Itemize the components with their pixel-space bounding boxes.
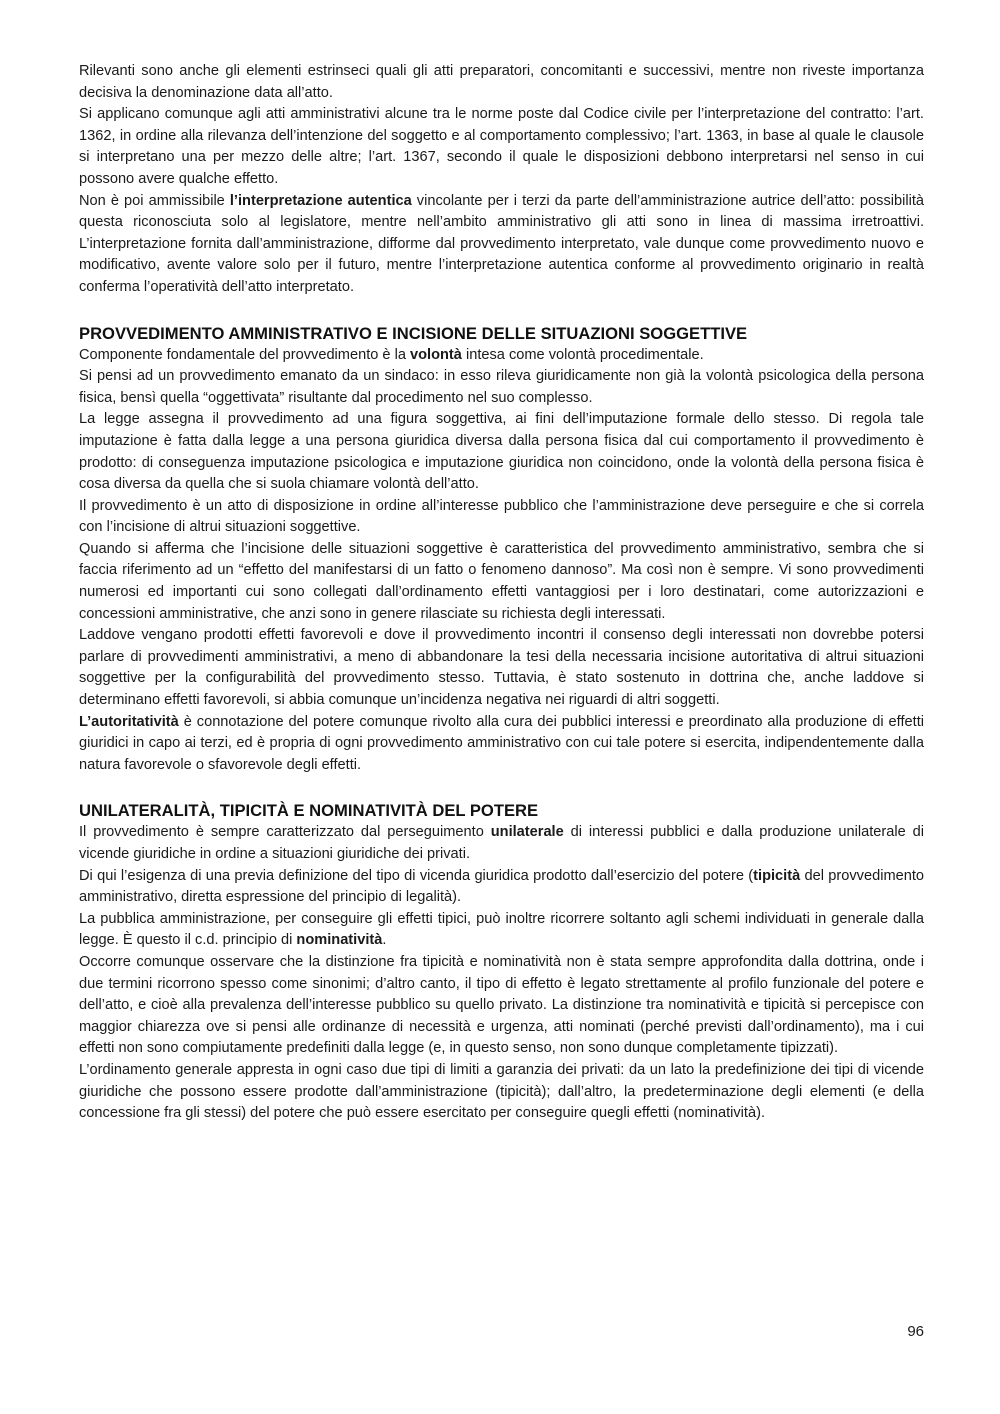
section-heading <box>79 776 924 822</box>
text-run: Occorre comunque osservare che la distinzione fra tipicità e nominatività non è stata sempre approfondita dalla dottrina, onde i due termini ricorrono spesso come sinonimi; d’altro canto, il tipo di effetto è legato strettamente al profilo funzionale del potere e dell’atto, e cioè alla prevalenza dell’interesse pubblico su quello privato. La distinzione tra nominatività e tipicità si percepisce con maggior chiarezza ove si pensi alle ordinanze di necessità e urgenza, atti nominati (perché previsti dall’ordinamento), ma i cui effetti non sono compiutamente predefiniti dalla legge (e, in questo senso, non sono dunque completamente tipizzati). <box>79 953 924 1057</box>
bold-term: tipicità <box>753 867 801 884</box>
paragraph <box>79 191 924 299</box>
page-number: 96 <box>907 1323 924 1340</box>
text-run: Il provvedimento è sempre caratterizzato dal perseguimento <box>79 824 491 841</box>
bold-term: nominatività <box>296 932 383 949</box>
text-run: vincolante per i terzi da parte dell’amministrazione autrice dell’atto: possibilità questa riconosciuta solo al legislatore, mentre nell’ambito amministrativo gli atti sono in linea di massima irretroattivi. L’interpretazione fornita dall’amministrazione, difforme dal provvedimento interpretato, vale dunque come provvedimento nuovo e modificativo, avente valore solo per il futuro, mentre l’interpretazione autentica conforme al provvedimento originario in realtà conferma l’operatività dell’atto interpretato. <box>79 192 924 295</box>
paragraph <box>79 822 924 865</box>
section-heading <box>79 299 924 345</box>
text-run: è connotazione del potere comunque rivolto alla cura dei pubblici interessi e preordinato alla produzione di effetti giuridici in capo ai terzi, ed è propria di ogni provvedimento amministrativo con cui tale potere si esercita, indipendentemente dalla natura favorevole o sfavorevole degli effetti. <box>79 713 924 773</box>
text-run: Non è poi ammissibile <box>79 192 230 209</box>
text-run: intesa come volontà procedimentale. <box>461 346 704 363</box>
paragraph <box>79 712 924 777</box>
text-run: . <box>382 932 387 949</box>
paragraph <box>79 866 924 909</box>
paragraph <box>79 952 924 1060</box>
text-run: Componente fondamentale del provvedimento è la <box>79 346 411 363</box>
text-run: PROVVEDIMENTO AMMINISTRATIVO E INCISIONE DELLE SITUAZIONI SOGGETTIVE <box>79 323 748 343</box>
text-run: Rilevanti sono anche gli elementi estrinseci quali gli atti preparatori, concomitanti e successivi, mentre non riveste importanza decisiva la denominazione data all’atto. <box>79 63 924 101</box>
paragraph <box>79 366 924 409</box>
paragraph <box>79 909 924 952</box>
bold-term: unilaterale <box>490 824 564 841</box>
bold-term: volontà <box>410 346 462 363</box>
paragraph <box>79 625 924 711</box>
paragraph <box>79 1060 924 1125</box>
bold-term: l’interpretazione autentica <box>229 192 412 209</box>
text-run: UNILATERALITÀ, TIPICITÀ E NOMINATIVITÀ DEL POTERE <box>79 801 539 821</box>
paragraph <box>79 496 924 539</box>
text-run: La pubblica amministrazione, per conseguire gli effetti tipici, può inoltre ricorrere soltanto agli schemi individuati in generale dalla legge. È questo il c.d. principio di <box>79 910 924 949</box>
text-run: Di qui l’esigenza di una previa definizione del tipo di vicenda giuridica prodotto dall’esercizio del potere ( <box>79 867 754 884</box>
paragraph <box>79 345 924 367</box>
text-run: Laddove vengano prodotti effetti favorevoli e dove il provvedimento incontri il consenso degli interessati non dovrebbe potersi parlare di provvedimenti amministrativi, a meno di abbandonare la tesi della necessaria incisione autoritativa di altrui situazioni soggettive per la configurabilità del provvedimento stesso. Tuttavia, è stato sostenuto in dottrina che, anche laddove si determinano effetti favorevoli, si abbia comunque un’incidenza negativa nei riguardi di altri soggetti. <box>79 627 924 709</box>
text-run: del provvedimento amministrativo, diretta espressione del principio di legalità). <box>79 867 925 906</box>
paragraph <box>79 61 924 104</box>
text-run: L’ordinamento generale appresta in ogni caso due tipi di limiti a garanzia dei privati: da un lato la predefinizione dei tipi di vicende giuridiche che possono essere prodotte dall’amministrazione (tipicità); dall’altro, la predeterminazione degli elementi (e della concessione fra gli stessi) del potere che può essere esercitato per conseguire quegli effetti (nominatività). <box>79 1061 924 1122</box>
text-run: Si applicano comunque agli atti amministrativi alcune tra le norme poste dal Codice civile per l’interpretazione del contratto: l’art. 1362, in ordine alla rilevanza dell’intenzione del soggetto e al comportamento complessivo; l’art. 1363, in base al quale le clausole si interpretano una per mezzo delle altre; l’art. 1367, secondo il quale le disposizioni debbono interpretarsi nel senso in cui possono avere qualche effetto. <box>79 106 924 187</box>
paragraph <box>79 409 924 495</box>
text-run: Si pensi ad un provvedimento emanato da un sindaco: in esso rileva giuridicamente non già la volontà psicologica della persona fisica, bensì quella “oggettivata” risultante dal procedimento nel suo complesso. <box>79 368 924 406</box>
bold-term: L’autoritatività <box>79 713 179 730</box>
text-run: Quando si afferma che l’incisione delle situazioni soggettive è caratteristica del provvedimento amministrativo, sembra che si faccia riferimento ad un “effetto del manifestarsi di un fatto o fenomeno dannoso”. Ma così non è sempre. Vi sono provvedimenti numerosi ed importanti cui sono collegati dall’ordinamento effetti vantaggiosi per i loro destinatari, come autorizzazioni e concessioni amministrative, che anzi sono in genere rilasciate su richiesta degli interessati. <box>79 540 924 622</box>
text-run: Il provvedimento è un atto di disposizione in ordine all’interesse pubblico che l’amministrazione deve perseguire e che si correla con l’incisione di altrui situazioni soggettive. <box>79 497 924 536</box>
document-body <box>79 61 924 1125</box>
paragraph <box>79 104 924 190</box>
text-run: di interessi pubblici e dalla produzione unilaterale di vicende giuridiche in ordine a situazioni giuridiche dei privati. <box>79 824 924 862</box>
paragraph <box>79 539 924 625</box>
text-run: La legge assegna il provvedimento ad una figura soggettiva, ai fini dell’imputazione formale dello stesso. Di regola tale imputazione è fatta dalla legge a una persona giuridica diversa dalla persona fisica dal cui comportamento il provvedimento è prodotto: di conseguenza imputazione psicologica e imputazione giuridica non coincidono, onde la volontà della persona fisica è cosa diversa da quella che si suola chiamare volontà dell’atto. <box>79 411 924 493</box>
